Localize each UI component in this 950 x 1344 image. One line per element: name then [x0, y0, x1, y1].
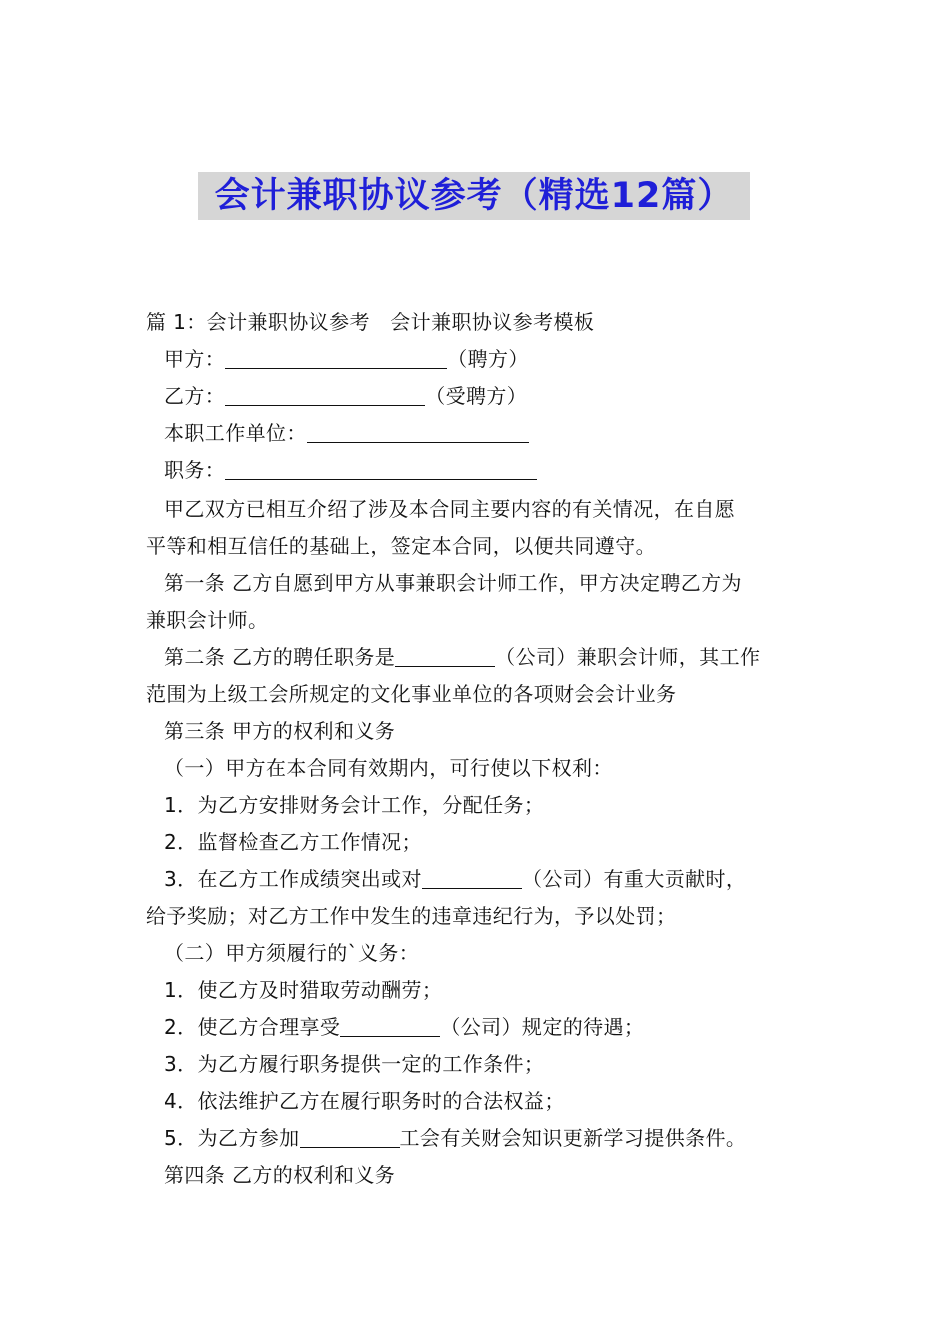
article-2-suffix: （公司）兼职会计师，其工作	[495, 645, 761, 669]
company-blank	[340, 1014, 440, 1037]
list-item-prefix: 2．使乙方合理享受	[164, 1015, 341, 1039]
subsection-heading: （一）甲方在本合同有效期内，可行使以下权利：	[164, 756, 613, 780]
list-item: 1．为乙方安排财务会计工作，分配任务；	[164, 793, 545, 817]
document-title: 会计兼职协议参考（精选12篇）	[214, 176, 734, 216]
article-1-line: 兼职会计师。	[146, 608, 269, 632]
work-unit-blank	[307, 420, 529, 443]
article-2-line	[164, 639, 829, 676]
party-b-label: 乙方：	[164, 384, 226, 408]
party-a-blank	[225, 346, 447, 369]
party-b-blank	[225, 383, 425, 406]
list-item-suffix: 工会有关财会知识更新学习提供条件。	[399, 1126, 747, 1150]
list-item-suffix: （公司）规定的待遇；	[440, 1015, 645, 1039]
list-item-continuation: 给予奖励；对乙方工作中发生的违章违纪行为，予以处罚；	[146, 904, 677, 928]
article-3-heading: 第三条 甲方的权利和义务	[164, 719, 396, 743]
company-blank	[422, 866, 522, 889]
list-item: 1．使乙方及时猎取劳动酬劳；	[164, 978, 443, 1002]
work-unit-line	[164, 415, 829, 452]
position-line	[164, 452, 829, 489]
subsection-heading: （二）甲方须履行的`义务：	[164, 941, 420, 965]
paragraph-line: 甲乙双方已相互介绍了涉及本合同主要内容的有关情况，在自愿	[164, 497, 736, 521]
list-item-prefix: 5．为乙方参加	[164, 1126, 300, 1150]
position-blank	[225, 457, 537, 480]
section-heading-1: 篇 1：会计兼职协议参考 会计兼职协议参考模板	[146, 310, 595, 334]
work-unit-label: 本职工作单位：	[164, 421, 307, 445]
article-1-line: 第一条 乙方自愿到甲方从事兼职会计师工作，甲方决定聘乙方为	[164, 571, 742, 595]
list-item-prefix: 3．在乙方工作成绩突出或对	[164, 867, 422, 891]
list-item	[164, 861, 829, 898]
list-item: 2．监督检查乙方工作情况；	[164, 830, 422, 854]
list-item: 3．为乙方履行职务提供一定的工作条件；	[164, 1052, 545, 1076]
party-a-role: （聘方）	[447, 347, 529, 371]
list-item-suffix: （公司）有重大贡献时，	[521, 867, 747, 891]
party-a-line	[164, 341, 829, 378]
list-item: 4．依法维护乙方在履行职务时的合法权益；	[164, 1089, 565, 1113]
company-blank	[395, 644, 495, 667]
position-label: 职务：	[164, 458, 226, 482]
party-b-role: （受聘方）	[425, 384, 528, 408]
article-2-prefix: 第二条 乙方的聘任职务是	[164, 645, 396, 669]
union-blank	[300, 1125, 400, 1148]
article-2-line: 范围为上级工会所规定的文化事业单位的各项财会会计业务	[146, 682, 677, 706]
list-item	[164, 1009, 829, 1046]
party-b-line	[164, 378, 829, 415]
paragraph-line: 平等和相互信任的基础上，签定本合同，以便共同遵守。	[146, 534, 656, 558]
list-item	[164, 1120, 829, 1157]
article-4-heading: 第四条 乙方的权利和义务	[164, 1163, 396, 1187]
party-a-label: 甲方：	[164, 347, 226, 371]
